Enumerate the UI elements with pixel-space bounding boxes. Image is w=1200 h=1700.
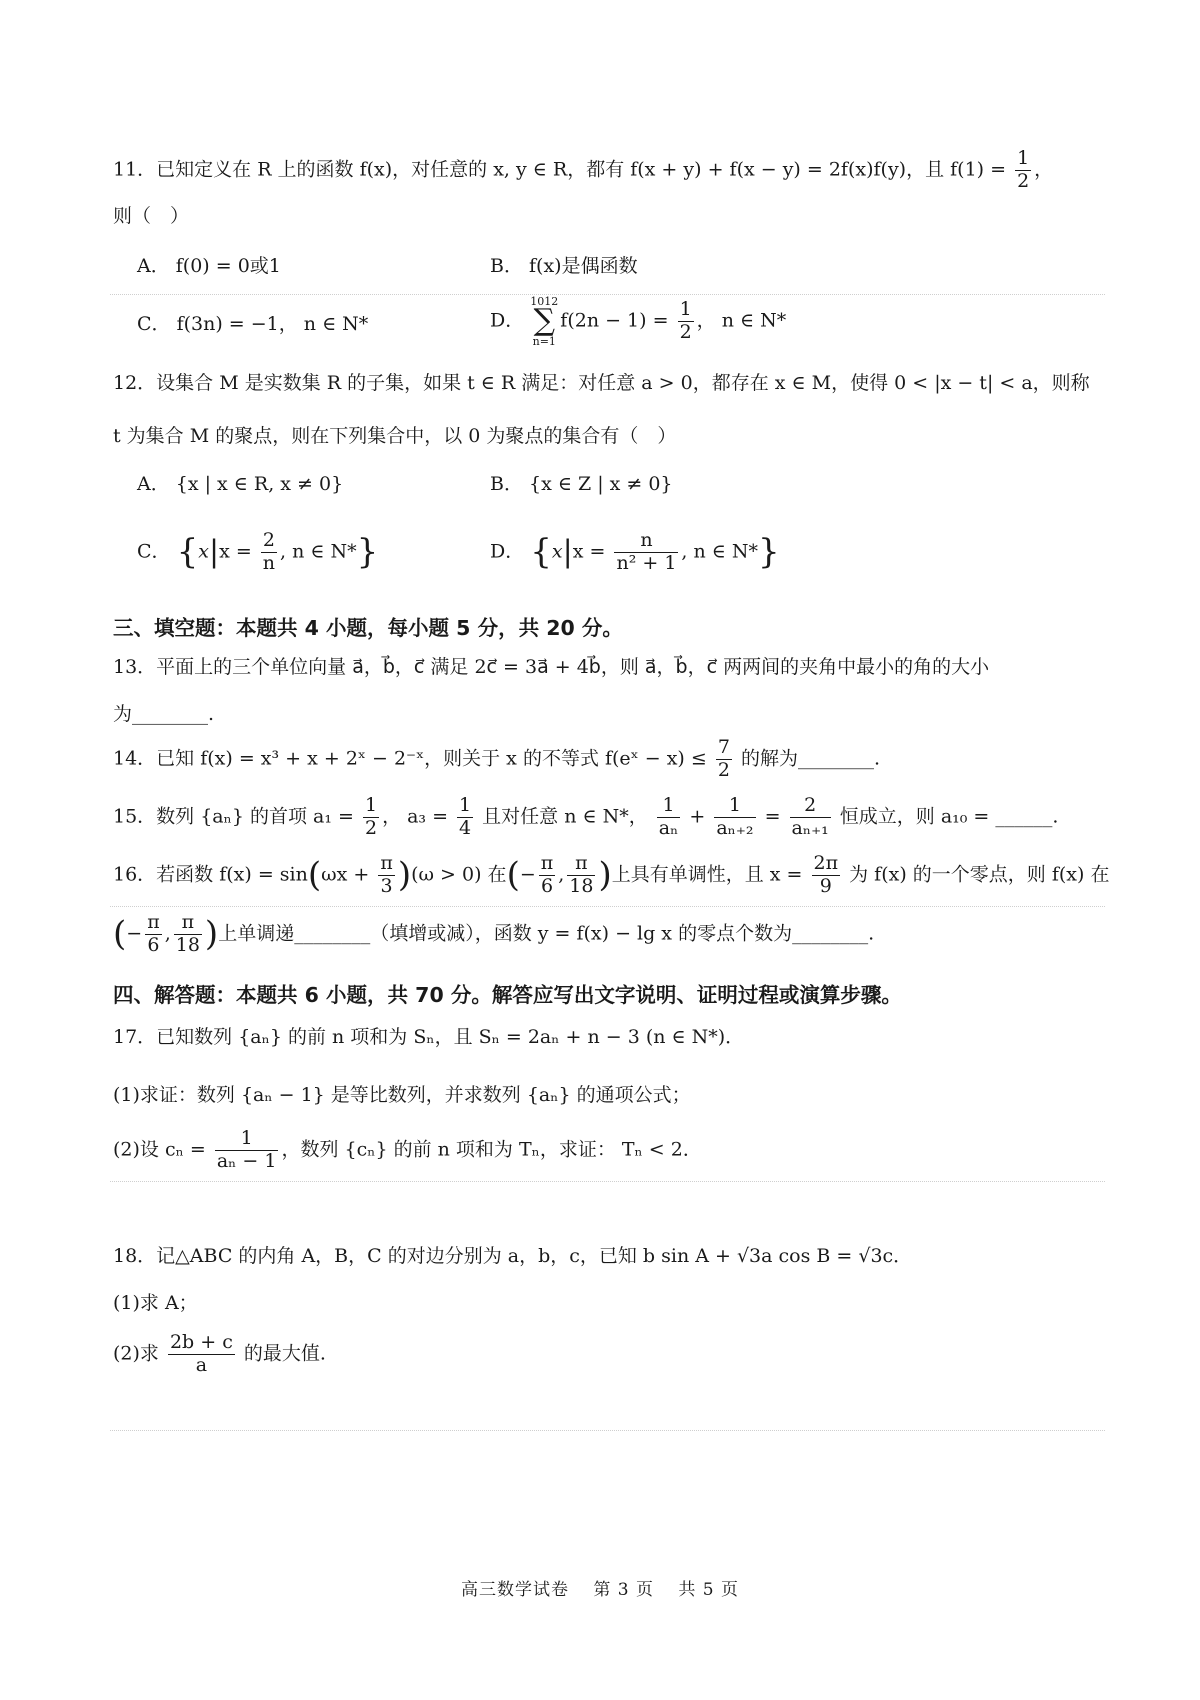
q15-f3-den: aₙ [658, 816, 679, 839]
q16-pi3-den: 3 [380, 874, 393, 897]
q18-stem: 18．记△ABC 的内角 A，B，C 的对边分别为 a，b，c，已知 b sin A + √3a cos B = √3c． [113, 1245, 913, 1267]
q16-a2-num: π [147, 911, 160, 933]
q16-frac-pi3 [378, 853, 395, 898]
q15-f2-den: 4 [459, 816, 472, 839]
q18-c-pre: (2)求 [113, 1342, 165, 1365]
sum-lower: n=1 [532, 334, 556, 348]
q16-p1: 16．若函数 f(x) = sin [113, 863, 308, 886]
q15-frac-5 [790, 795, 831, 840]
q18-c-post: 的最大值. [237, 1342, 326, 1365]
q15-f5-den: aₙ₊₁ [791, 816, 829, 839]
q16-p2: 上具有单调性，且 x = [611, 863, 809, 886]
q15-f1-num: 1 [364, 794, 378, 816]
q16-2pi9-num: 2π [813, 852, 839, 874]
q15-p6: 恒成立，则 a₁₀ = ______. [833, 805, 1059, 828]
q11-option-d-body: f(2n − 1) = [560, 309, 675, 332]
q16-b2-den: 18 [175, 933, 200, 956]
q14-frac [716, 737, 732, 782]
q11-d-frac-den: 2 [679, 320, 692, 343]
q15 [113, 795, 1058, 840]
q15-p3: 且对任意 n ∈ N*， [476, 805, 654, 828]
q11-option-c: C． f(3n) = −1， n ∈ N* [137, 313, 369, 335]
q12-d-frac-num: n [614, 530, 678, 553]
q12-c-frac-den: n [262, 551, 276, 574]
q16-p3: 为 f(x) 的一个零点，则 f(x) 在 [843, 863, 1110, 886]
q16-a-num: π [540, 852, 554, 874]
q17-stem: 17．已知数列 {aₙ} 的前 n 项和为 Sₙ，且 Sₙ = 2aₙ + n − 3 (n ∈ N*)． [113, 1026, 745, 1048]
q16-p1b: ωx + [321, 863, 376, 886]
q16-minus: − [519, 863, 536, 886]
q12-option-d-label: D． [490, 540, 525, 563]
q14-post: 的解为________. [734, 747, 881, 770]
q12-c-pre: x = [219, 540, 258, 563]
sum-upper: 1012 [530, 295, 559, 308]
q15-f5-num: 2 [790, 795, 831, 818]
q18-part-2 [113, 1332, 326, 1377]
q11-option-d [490, 296, 786, 347]
q15-p5: = [758, 805, 787, 828]
q16-frac-b2 [174, 912, 202, 957]
q18-frac [168, 1332, 235, 1377]
q11-d-frac [678, 299, 694, 344]
q16-b2-num: π [174, 912, 202, 935]
q16-b-num: π [567, 853, 595, 876]
q14-frac-den: 2 [717, 758, 730, 781]
q12-c-frac [261, 530, 277, 575]
q15-f4-den: aₙ₊₂ [716, 816, 754, 839]
q11-frac-num: 1 [1017, 147, 1030, 169]
q12-d-pre: x = [572, 540, 612, 563]
q15-p2: ， a₃ = [382, 805, 455, 828]
q18-part-1: (1)求 A； [113, 1292, 198, 1314]
q16-frac-2pi9 [812, 853, 841, 898]
q16: 16．若函数 f(x) = sin(ωx + $\frac{\pi}{3}$ )(ω > 0) 在(− $\frac{\pi}{6}$ , $\frac{\pi}{18}$ )上具有单调性，且 x = $\frac{2\pi}{9}$ 为 f(x) 的一个零点，则 f(x) 在 [113, 852, 1110, 897]
q12-option-d: D． {x|x = $\frac{n}{\text{n² + 1}}$ , n ∈ N*} [490, 529, 780, 574]
q12-d-frac [614, 530, 678, 575]
q12-c-frac-num: 2 [261, 530, 277, 553]
q15-f1-den: 2 [364, 816, 378, 839]
q13-stem: 13．平面上的三个单位向量 a⃗，b⃗，c⃗ 满足 2c⃗ = 3a⃗ + 4b⃗，则 a⃗，b⃗，c⃗ 两两间的夹角中最小的角的大小 [113, 656, 990, 678]
q11-frac-den: 2 [1017, 169, 1030, 192]
q11-stem [113, 148, 1053, 193]
divider [110, 906, 1105, 907]
q16-2pi9-den: 9 [819, 874, 832, 897]
q14-pre: 14．已知 f(x) = x³ + x + 2ˣ − 2⁻ˣ，则关于 x 的不等式 f(eˣ − x) ≤ [113, 747, 713, 770]
section-4-header: 四、解答题：本题共 6 小题，共 70 分。解答应写出文字说明、证明过程或演算步骤。 [113, 983, 902, 1007]
q11-option-d-label: D． [490, 309, 525, 332]
divider [110, 1430, 1105, 1431]
page-footer: 高三数学试卷 第 3 页 共 5 页 [460, 1580, 740, 1600]
q11-d-frac-num: 1 [679, 297, 692, 320]
q12-option-c: C． {x|x = $\frac{2}{n}$ , n ∈ N*} [137, 529, 379, 574]
q15-frac-4 [714, 795, 755, 840]
q16-p1c: (ω > 0) 在 [411, 863, 507, 886]
q17-part-1: (1)求证：数列 {aₙ − 1} 是等比数列，并求数列 {aₙ} 的通项公式； [113, 1084, 691, 1106]
q15-p4: + [683, 805, 712, 828]
q11-option-a: A． f(0) = 0或1 [137, 255, 281, 277]
q16-frac-b [567, 853, 595, 898]
q16-frac-a2 [145, 912, 162, 957]
q15-p1: 15．数列 {aₙ} 的首项 a₁ = [113, 805, 360, 828]
q16-a2-den: 6 [147, 933, 160, 956]
q18-frac-num: 2b + c [169, 1331, 233, 1353]
q17-part-2 [113, 1128, 702, 1173]
q13-stem-2: 为________. [113, 703, 215, 725]
q11-stem-tail: ， [1034, 158, 1054, 181]
q11-stem-2: 则（ ） [113, 205, 190, 227]
q16-p4: 上单调递________（填增或减），函数 y = f(x) − lg x 的零点个数为________. [218, 922, 875, 945]
q12-d-frac-den: n² + 1 [616, 551, 677, 574]
q16-frac-a [539, 853, 556, 898]
q12-stem-2: t 为集合 M 的聚点，则在下列集合中，以 0 为聚点的集合有（ ） [113, 425, 677, 447]
q15-frac-3 [657, 795, 681, 840]
q15-f4-num: 1 [714, 795, 755, 818]
q17-frac [215, 1128, 279, 1173]
q18-frac-den: a [195, 1353, 208, 1376]
q12-option-a: A． {x | x ∈ R, x ≠ 0} [137, 473, 344, 495]
q17-frac-num: 1 [215, 1128, 279, 1151]
q12-option-b: B． {x ∈ Z | x ≠ 0} [490, 473, 673, 495]
q12-option-c-label: C． [137, 540, 171, 563]
q16-line-2: (− $\frac{\pi}{6}$ , $\frac{\pi}{18}$ )上单调递________（填增或减），函数 y = f(x) − lg x 的零点个数为________. [113, 911, 875, 956]
q16-pi3-num: π [380, 852, 393, 874]
q15-frac-1 [363, 795, 379, 840]
q15-f3-num: 1 [657, 795, 681, 818]
q16-minus-2: − [126, 922, 143, 945]
q11-stem-text: 11．已知定义在 R 上的函数 f(x)，对任意的 x, y ∈ R，都有 f(x + y) + f(x − y) = 2f(x)f(y)，且 f(1) = [113, 158, 1013, 181]
q11-option-d-tail: ， n ∈ N* [696, 309, 787, 332]
q17-frac-den: aₙ − 1 [216, 1149, 277, 1172]
q17-c-post: ，数列 {cₙ} 的前 n 项和为 Tₙ，求证： Tₙ < 2． [281, 1138, 702, 1161]
q11-option-b: B． f(x)是偶函数 [490, 255, 638, 277]
divider [110, 294, 1105, 295]
q17-c-pre: (2)设 cₙ = [113, 1138, 212, 1161]
q16-b-den: 18 [569, 874, 594, 897]
q12-stem: 12．设集合 M 是实数集 R 的子集，如果 t ∈ R 满足：对任意 a > 0，都存在 x ∈ M，使得 0 < |x − t| < a，则称 [113, 372, 1090, 394]
q15-f2-num: 1 [459, 794, 472, 816]
divider [110, 1181, 1105, 1182]
q12-d-post: , n ∈ N* [681, 540, 759, 563]
sum-symbol: 1012 ∑ n=1 [530, 295, 559, 348]
q12-c-post: , n ∈ N* [280, 540, 357, 563]
section-3-header: 三、填空题：本题共 4 小题，每小题 5 分，共 20 分。 [113, 616, 623, 640]
q11-frac [1015, 148, 1031, 193]
q14-frac-num: 7 [717, 736, 730, 758]
q14 [113, 737, 880, 782]
q15-frac-2 [457, 795, 473, 840]
q16-a-den: 6 [540, 874, 554, 897]
